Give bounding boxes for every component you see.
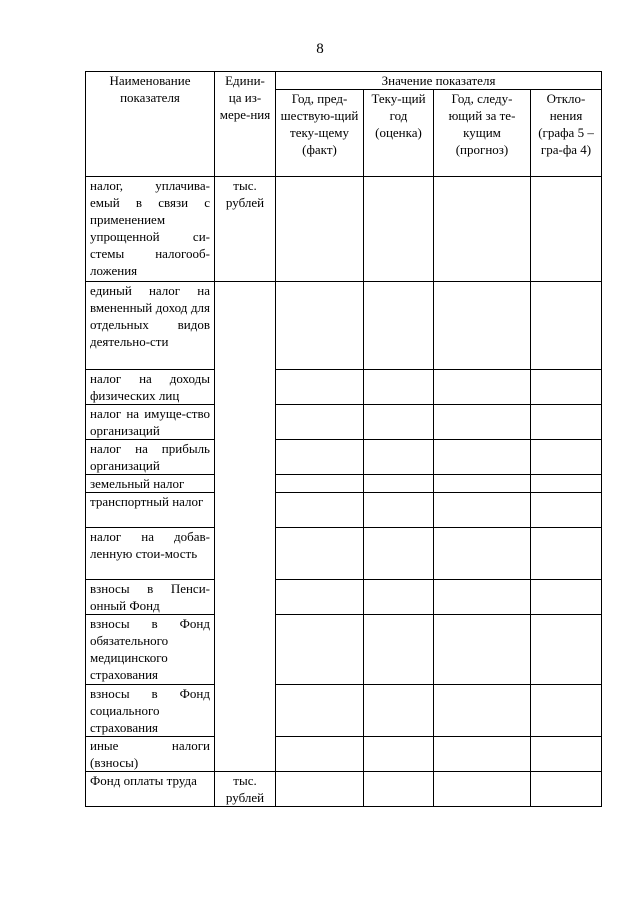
row-unit: [215, 528, 276, 580]
row-name: налог на добав-ленную стои-мость: [86, 528, 215, 580]
table-row: [86, 580, 602, 615]
table-row: [86, 370, 602, 405]
row-name: Фонд оплаты труда: [86, 772, 215, 807]
row-name: земельный налог: [86, 475, 215, 493]
cell-current-year[interactable]: [364, 580, 434, 615]
table-row: [86, 685, 602, 737]
header-indicator-name: Наименование показателя: [86, 72, 215, 177]
row-unit: [215, 685, 276, 737]
cell-previous-year[interactable]: [276, 528, 364, 580]
cell-current-year[interactable]: [364, 177, 434, 282]
page-number: 8: [316, 41, 324, 57]
cell-previous-year[interactable]: [276, 737, 364, 772]
cell-previous-year[interactable]: [276, 370, 364, 405]
row-name: налог на прибыль организаций: [86, 440, 215, 475]
indicators-table: [85, 71, 602, 807]
cell-next-year[interactable]: [434, 493, 531, 528]
row-name: иные налоги (взносы): [86, 737, 215, 772]
row-unit: тыс. рублей: [215, 177, 276, 282]
cell-previous-year[interactable]: [276, 282, 364, 370]
row-unit: тыс. рублей: [215, 772, 276, 807]
cell-next-year[interactable]: [434, 475, 531, 493]
cell-deviation[interactable]: [531, 493, 602, 528]
table-row: [86, 177, 602, 282]
cell-previous-year[interactable]: [276, 493, 364, 528]
cell-next-year[interactable]: [434, 528, 531, 580]
table-row: [86, 772, 602, 807]
cell-current-year[interactable]: [364, 440, 434, 475]
cell-deviation[interactable]: [531, 475, 602, 493]
row-unit: [215, 580, 276, 615]
cell-current-year[interactable]: [364, 685, 434, 737]
row-unit: [215, 475, 276, 493]
cell-deviation[interactable]: [531, 282, 602, 370]
cell-previous-year[interactable]: [276, 405, 364, 440]
cell-previous-year[interactable]: [276, 772, 364, 807]
cell-previous-year[interactable]: [276, 177, 364, 282]
cell-next-year[interactable]: [434, 615, 531, 685]
table-row: [86, 528, 602, 580]
cell-current-year[interactable]: [364, 528, 434, 580]
row-unit: [215, 737, 276, 772]
header-indicator-value: Значение показателя: [276, 72, 602, 90]
row-unit: [215, 370, 276, 405]
row-name: налог на имуще-ство организаций: [86, 405, 215, 440]
cell-current-year[interactable]: [364, 370, 434, 405]
row-unit: [215, 405, 276, 440]
row-name: единый налог на вмененный доход для отдельных видов деятельно-сти: [86, 282, 215, 370]
header-current-year: Теку-щий год (оценка): [364, 90, 434, 177]
cell-next-year[interactable]: [434, 580, 531, 615]
cell-previous-year[interactable]: [276, 615, 364, 685]
cell-current-year[interactable]: [364, 493, 434, 528]
row-unit: [215, 493, 276, 528]
cell-current-year[interactable]: [364, 405, 434, 440]
cell-previous-year[interactable]: [276, 440, 364, 475]
cell-deviation[interactable]: [531, 370, 602, 405]
cell-next-year[interactable]: [434, 177, 531, 282]
cell-deviation[interactable]: [531, 737, 602, 772]
row-name: взносы в Фонд социального страхования: [86, 685, 215, 737]
table-row: [86, 737, 602, 772]
row-name: налог на доходы физических лиц: [86, 370, 215, 405]
table-row: [86, 615, 602, 685]
cell-current-year[interactable]: [364, 737, 434, 772]
cell-previous-year[interactable]: [276, 580, 364, 615]
cell-deviation[interactable]: [531, 615, 602, 685]
cell-previous-year[interactable]: [276, 685, 364, 737]
cell-deviation[interactable]: [531, 580, 602, 615]
cell-deviation[interactable]: [531, 177, 602, 282]
header-unit: Едини-ца из-мере-ния: [215, 72, 276, 177]
cell-previous-year[interactable]: [276, 475, 364, 493]
cell-next-year[interactable]: [434, 405, 531, 440]
header-deviation: Откло-нения (графа 5 – гра-фа 4): [531, 90, 602, 177]
row-name: налог, уплачива-емый в связи с применением упрощенной си-стемы налогооб-ложения: [86, 177, 215, 282]
cell-deviation[interactable]: [531, 772, 602, 807]
cell-next-year[interactable]: [434, 370, 531, 405]
header-next-year: Год, следу-ющий за те-кущим (прогноз): [434, 90, 531, 177]
table-row: [86, 440, 602, 475]
cell-next-year[interactable]: [434, 772, 531, 807]
cell-deviation[interactable]: [531, 440, 602, 475]
cell-current-year[interactable]: [364, 475, 434, 493]
row-unit: [215, 615, 276, 685]
cell-current-year[interactable]: [364, 282, 434, 370]
row-unit: [215, 282, 276, 370]
row-unit: [215, 440, 276, 475]
cell-deviation[interactable]: [531, 405, 602, 440]
row-name: транспортный налог: [86, 493, 215, 528]
cell-next-year[interactable]: [434, 440, 531, 475]
cell-current-year[interactable]: [364, 772, 434, 807]
cell-deviation[interactable]: [531, 528, 602, 580]
row-name: взносы в Пенси-онный Фонд: [86, 580, 215, 615]
table-row: [86, 405, 602, 440]
table-row: [86, 493, 602, 528]
cell-next-year[interactable]: [434, 282, 531, 370]
header-previous-year: Год, пред-шествую-щий теку-щему (факт): [276, 90, 364, 177]
cell-next-year[interactable]: [434, 737, 531, 772]
table-row: [86, 282, 602, 370]
cell-next-year[interactable]: [434, 685, 531, 737]
row-name: взносы в Фонд обязательного медицинского страхования: [86, 615, 215, 685]
cell-deviation[interactable]: [531, 685, 602, 737]
cell-current-year[interactable]: [364, 615, 434, 685]
table-row: [86, 475, 602, 493]
